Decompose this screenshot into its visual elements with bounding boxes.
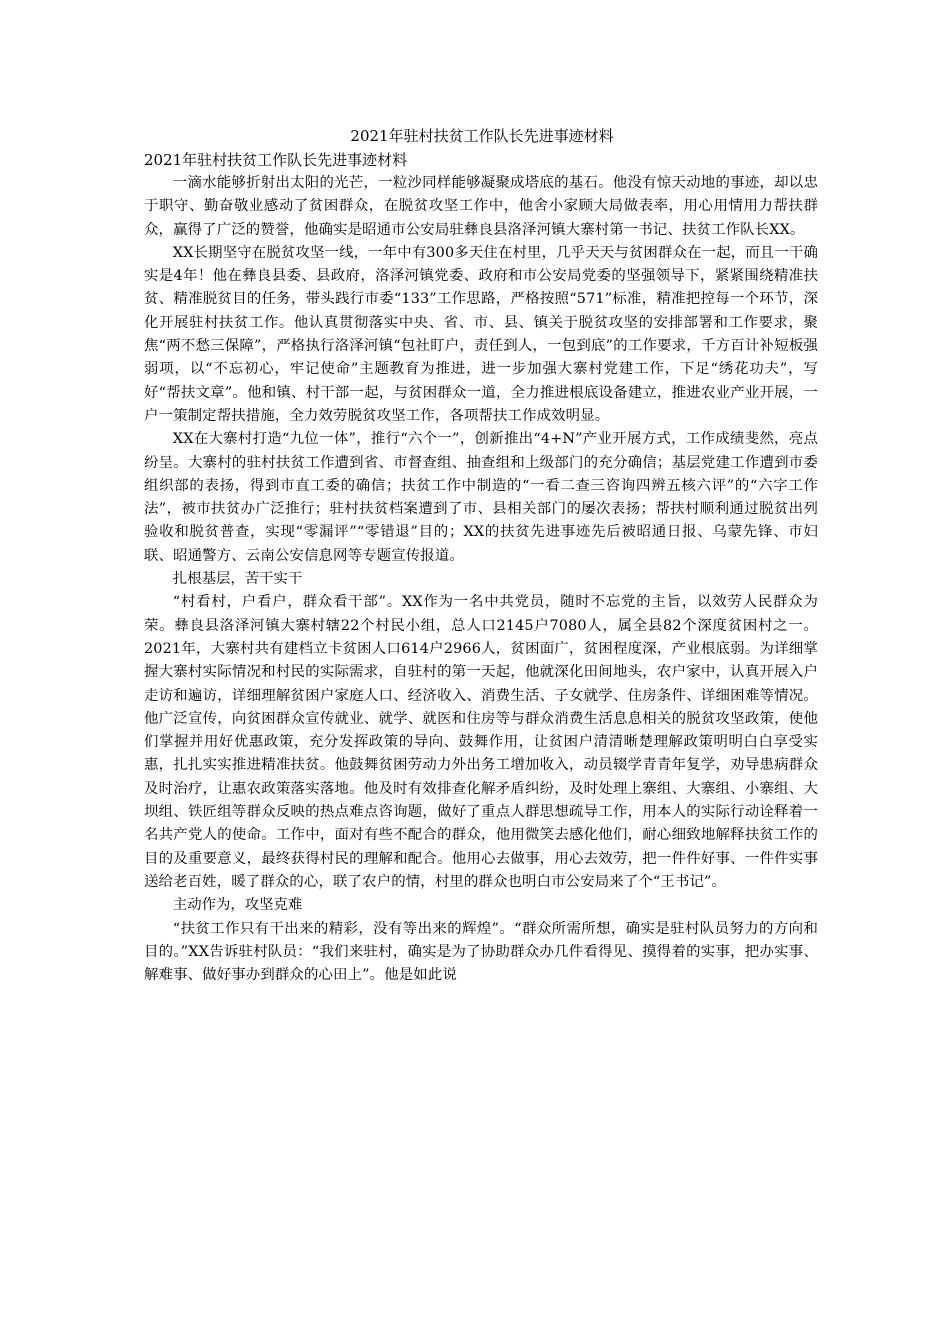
section-heading-grassroots: 扎根基层，苦干实干 <box>172 571 303 588</box>
document-subtitle: 2021年驻村扶贫工作队长先进事迹材料 <box>144 151 408 169</box>
paragraph-long-term-work: XX长期坚守在脱贫攻坚一线，一年中有300多天住在村里，几乎天天与贫困群众在一起，而且一干确实是4年！他在彝良县委、县政府，洛泽河镇党委、政府和市公安局党委的坚强领导下，紧紧围绕精准扶贫、精准脱贫目的任务，带头践行市委“133”工作思路，严格按照“571”标准，精准把控每一个环节，深化开展驻村扶贫工作。他认真贯彻落实中央、省、市、县、镇关于脱贫攻坚的安排部署和工作要求，聚焦“两不愁三保障”，严格执行洛泽河镇“包社盯户，责任到人，一包到底”的工作要求，千方百计补短板强弱项，以“不忘初心，牢记使命”主题教育为推进，进一步加强大寨村党建工作，下足“绣花功夫”，写好“帮扶文章”。他和镇、村干部一起，与贫困群众一道，全力推进根底设备建立，推进农业产业开展，一户一策制定帮扶措施，全力效劳脱贫攻坚工作，各项帮扶工作成效明显。 <box>144 244 818 424</box>
paragraph-initiative: “扶贫工作只有干出来的精彩，没有等出来的辉煌”。“群众所需所想，确实是驻村队员努力的方向和目的。”XX告诉驻村队员：“我们来驻村，确实是为了协助群众办几件看得见、摸得着的实事，把办实事、解难事、做好事办到群众的心田上”。他是如此说 <box>144 920 818 984</box>
paragraph-grassroots: “村看村，户看户，群众看干部”。XX作为一名中共党员，随时不忘党的主旨，以效劳人民群众为荣。彝良县洛泽河镇大寨村辖22个村民小组，总人口2145户7080人，属全县82个深度贫困村之一。2021年，大寨村共有建档立卡贫困人口614户2966人，贫困面广，贫困程度深，产业根底弱。为详细掌握大寨村实际情况和村民的实际需求，自驻村的第一天起，他就深化田间地头，农户家中，认真开展入户走访和遍访，详细理解贫困户家庭人口、经济收入、消费生活、子女就学、住房条件、详细困难等情况。他广泛宣传，向贫困群众宣传就业、就学、就医和住房等与群众消费生活息息相关的脱贫攻坚政策，使他们掌握并用好优惠政策，充分发挥政策的导向、鼓舞作用，让贫困户清清晰楚理解政策明明白白享受实惠，扎扎实实推进精准扶贫。他鼓舞贫困劳动力外出务工增加收入，动员辍学青青年复学，劝导患病群众及时治疗，让惠农政策落实落地。他及时有效排查化解矛盾纠纷，及时处理上寨组、大寨组、小寨组、大坝组、铁匠组等群众反映的热点难点咨询题，做好了重点人群思想疏导工作，用本人的实际行动诠释着一名共产党人的使命。工作中，面对有些不配合的群众，他用微笑去感化他们，耐心细致地解释扶贫工作的目的及重要意义，最终获得村民的理解和配合。他用心去做事，用心去效劳，把一件件好事、一件件实事送给老百姓，暖了群众的心，联了农户的情，村里的群众也明白市公安局来了个“王书记”。 <box>144 594 818 890</box>
paragraph-achievements: XX在大寨村打造“九位一体”，推行“六个一”，创新推出“4+N”产业开展方式，工作成绩斐然，亮点纷呈。大寨村的驻村扶贫工作遭到省、市督查组、抽查组和上级部门的充分确信；基层党建工作遭到市委组织部的表扬，得到市直工委的确信；扶贫工作中制造的“一看二查三咨询四辨五核六评”的“六字工作法”，被市扶贫办广泛推行；驻村扶贫档案遭到了市、县相关部门的屡次表扬；帮扶村顺利通过脱贫出列验收和脱贫普查，实现“零漏评”“零错退”目的；XX的扶贫先进事迹先后被昭通日报、乌蒙先锋、市妇联、昭通警方、云南公安信息网等专题宣传报道。 <box>144 431 818 564</box>
document-title: 2021年驻村扶贫工作队长先进事迹材料 <box>350 127 614 145</box>
section-heading-initiative: 主动作为，攻坚克难 <box>172 897 303 914</box>
document-page <box>144 124 818 987</box>
paragraph-intro: 一滴水能够折射出太阳的光芒，一粒沙同样能够凝聚成塔底的基石。他没有惊天动地的事迹，却以忠于职守、勤奋敬业感动了贫困群众，在脱贫攻坚工作中，他舍小家顾大局做表率，用心用情用力帮扶群众，赢得了广泛的赞誉，他确实是昭通市公安局驻彝良县洛泽河镇大寨村第一书记、扶贫工作队长XX。 <box>144 175 818 238</box>
